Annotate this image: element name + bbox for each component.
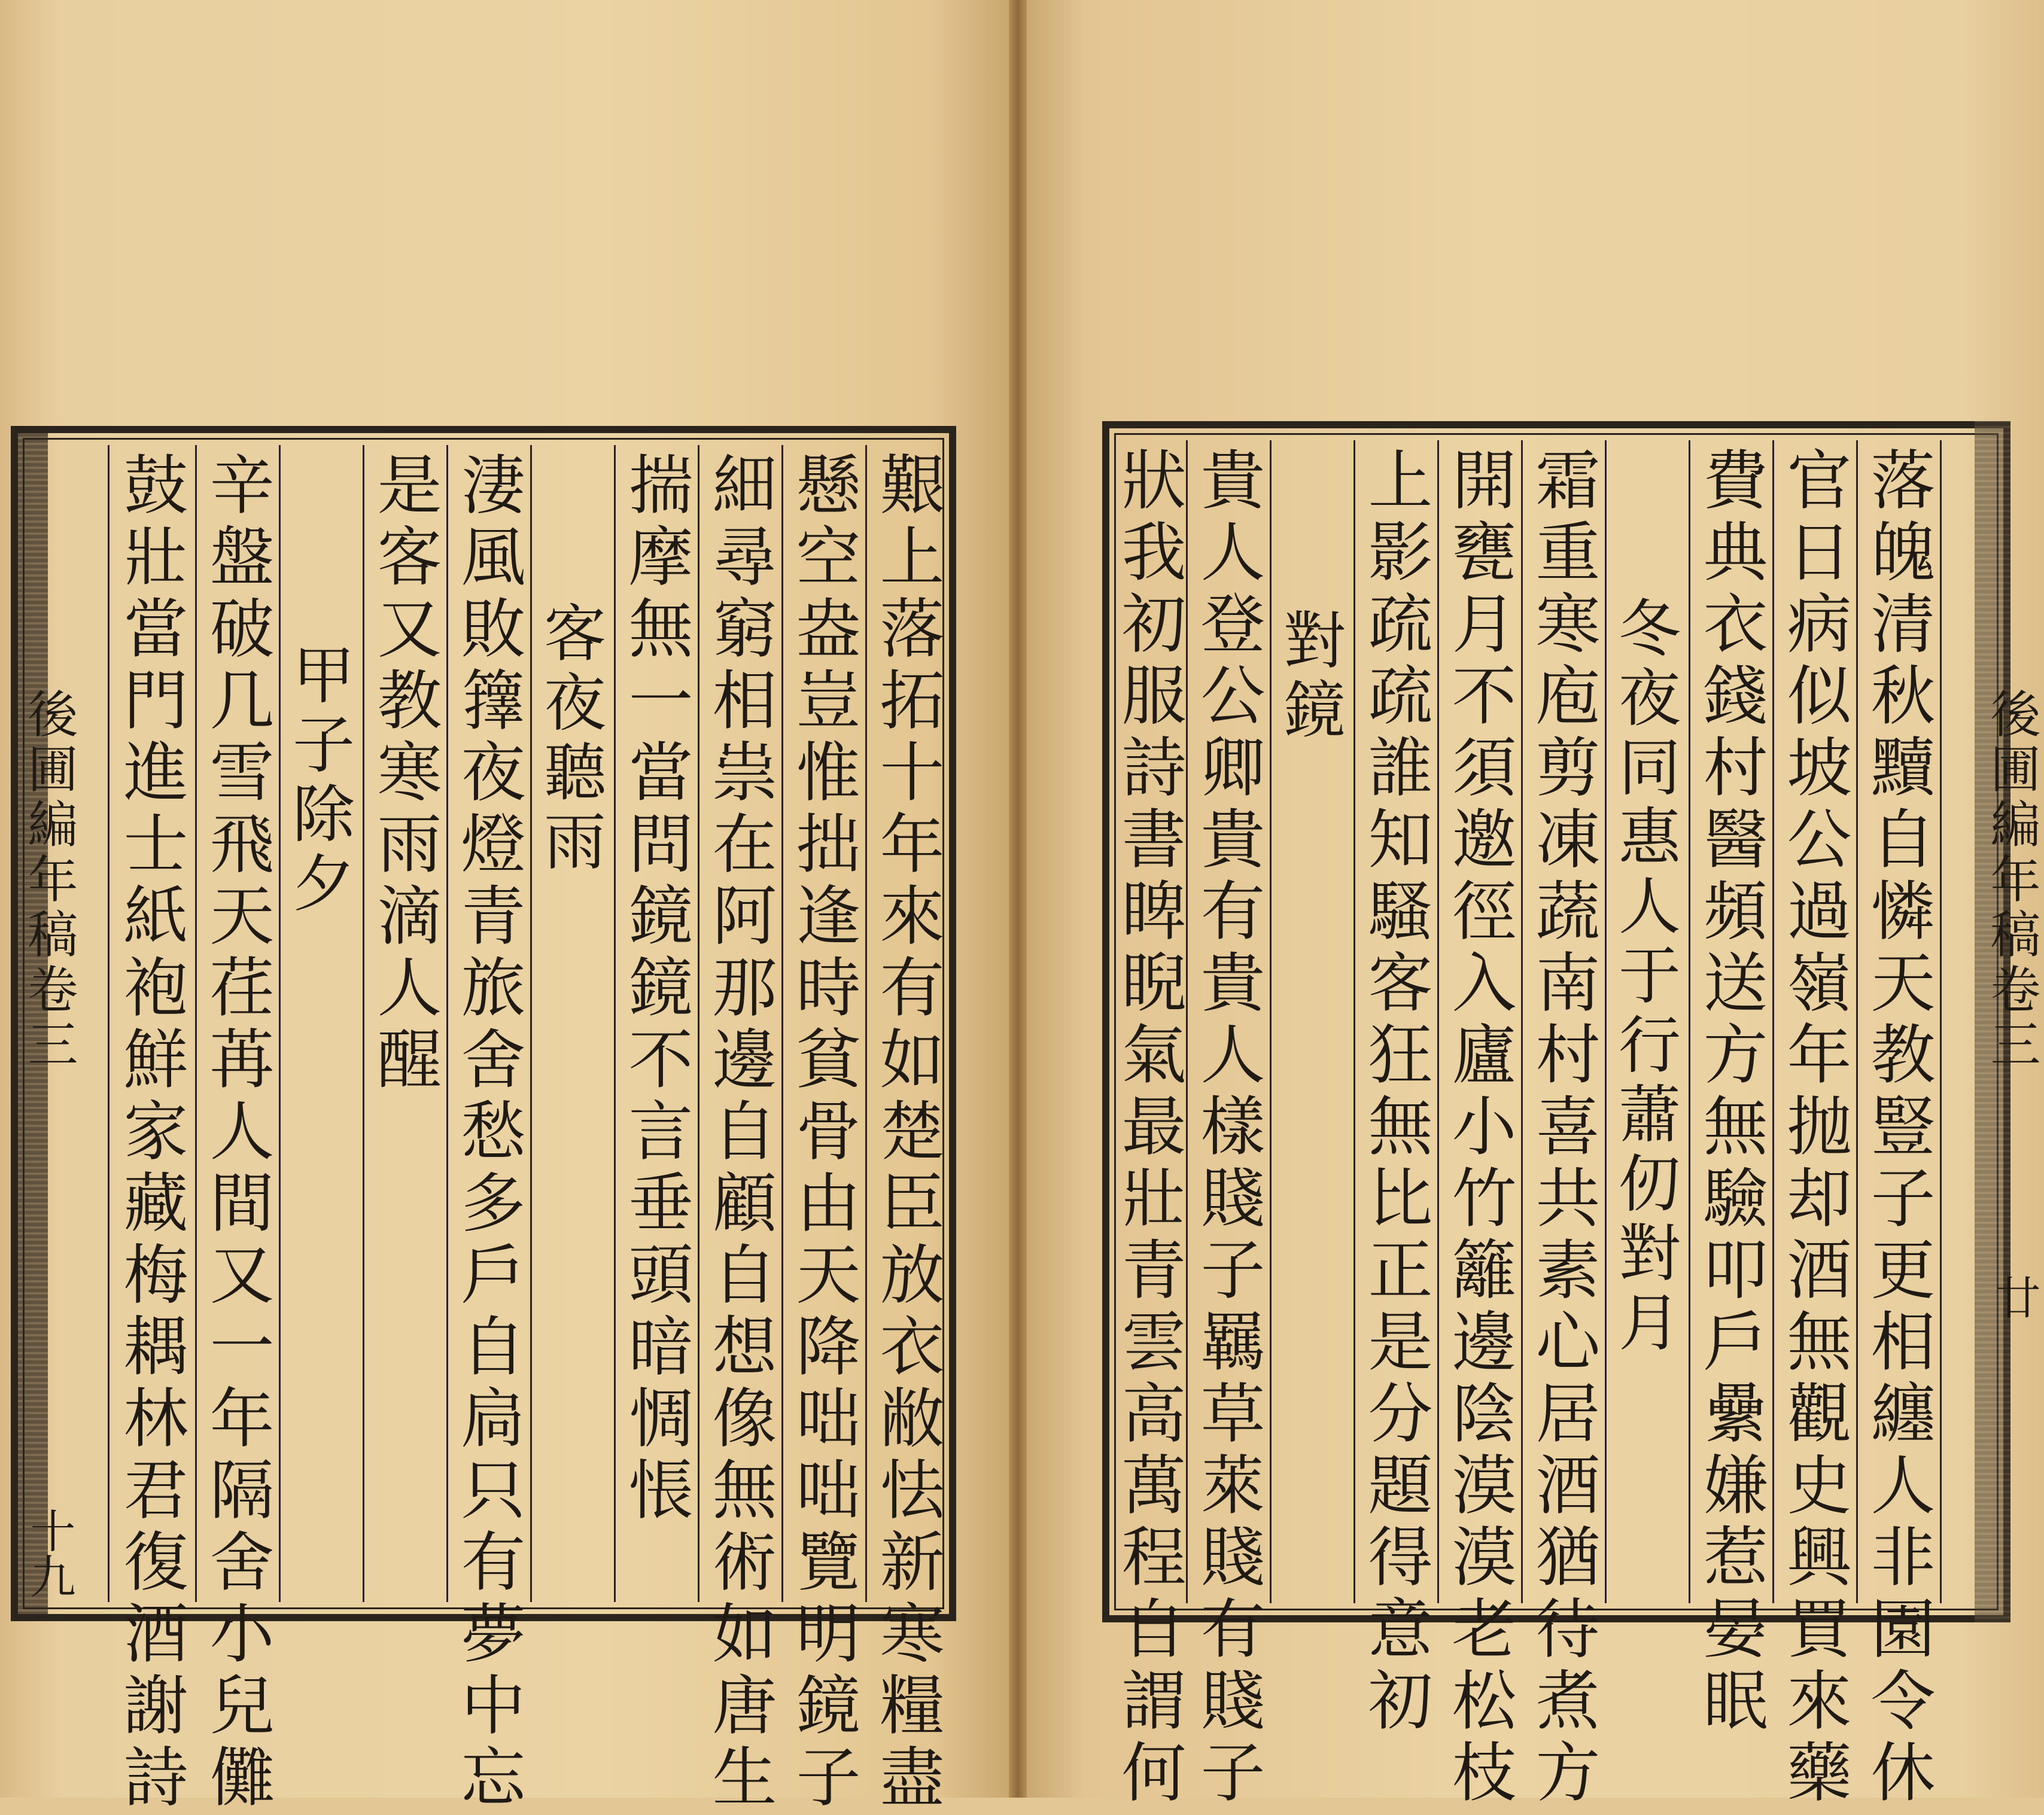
text-column: 霜重寒庖剪凍蔬南村喜共素心居酒猶待煮方 [1525,446,1599,1810]
column-rule [1437,440,1439,1603]
text-column: 艱上落拓十年來有如楚臣放衣敝怯新寒糧盡 [869,451,944,1815]
text-column: 鼓壯當門進士紙袍鮮家藏梅耦林君復酒謝詩 [112,451,187,1815]
column-rule [363,445,364,1602]
text-column: 是客又教寒雨滴人醒 [366,451,441,1097]
column-rule [1940,440,1942,1603]
poem-title: 對鏡 [1273,608,1346,747]
book-gutter [1009,0,1027,1798]
poem-title: 冬夜同惠人于行蕭仞對月 [1608,596,1681,1359]
column-rule [1856,440,1858,1603]
column-rule [1270,440,1272,1603]
column-rule [1521,440,1523,1603]
right-text-frame [1102,421,2010,1810]
column-rule [446,445,448,1602]
text-column: 貴人登公卿貴有貴人樣賤子羈草萊賤有賤子 [1190,446,1264,1810]
column-rule [698,445,699,1602]
column-rule [279,445,281,1602]
column-rule [195,445,197,1602]
right-margin-title: 後圃編年稿卷三 [1982,688,2041,1073]
column-rule [1353,440,1355,1603]
text-column: 細尋窮相祟在阿那邊自顧自想像無術如唐生 [701,451,776,1815]
text-column: 開甕月不須邀徑入廬小竹籬邊陰漠漠老松枝 [1441,446,1516,1810]
text-column: 上影疏疏誰知騷客狂無比正是分題得意初 [1357,446,1432,1738]
column-rule [1605,440,1607,1603]
poem-title: 客夜聽雨 [533,601,606,878]
column-rule [865,445,867,1602]
left-text-frame [11,426,956,1815]
poem-title: 甲子除夕 [282,642,355,920]
column-rule [614,445,616,1602]
text-column: 狀我初服詩書睥睨氣最壯青雲高萬程自謂何 [1111,446,1185,1810]
column-rule [1772,440,1774,1603]
right-leaf-number: 廿 [1988,1274,2041,1320]
text-column: 揣摩無一當問鏡鏡不言垂頭暗惆悵 [618,451,692,1528]
column-rule [108,445,110,1602]
column-rule [530,445,532,1602]
text-column: 懸空盎豈惟拙逢時貧骨由天降咄咄覽明鏡子 [785,451,860,1815]
text-column: 官日病似坡公過嶺年抛却酒無觀史興買來藥 [1776,446,1851,1810]
column-rule [1186,440,1188,1603]
column-rule [1689,440,1690,1603]
column-rule [781,445,783,1602]
left-margin-title: 後圃編年稿卷三 [20,688,78,1073]
text-column: 落魄清秋黷自憐天教豎子更相纏人非園令休 [1860,446,1934,1810]
left-leaf-number: 十九 [23,1508,76,1598]
text-column: 淒風敗籜夜燈青旅舍愁多戶自扃只有夢中忘 [450,451,525,1815]
text-column: 費典衣錢村醫頻送方無驗叩戶纍嫌惹晏眠 [1692,446,1767,1738]
text-column: 辛盤破几雪飛天荏苒人間又一年隔舍小兒儺 [199,451,273,1815]
